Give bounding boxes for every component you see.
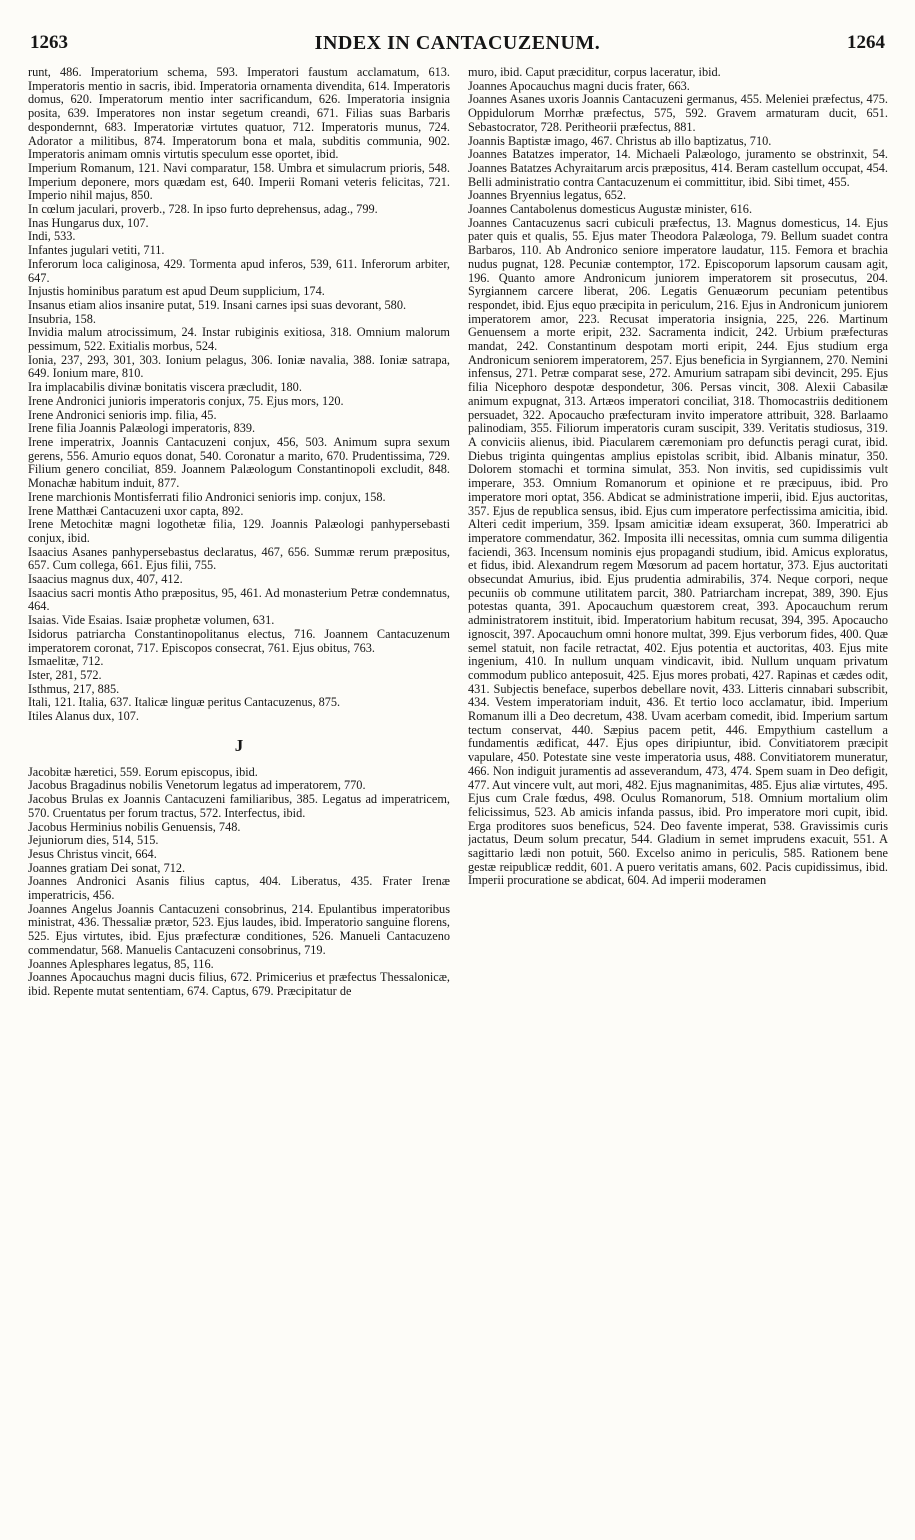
index-entry: Joannes Batatzes imperator, 14. Michaeli Palæologo, juramento se obstrinxit, 54. Joannes Batatzes Achyraitarum arcis præpositus, 414. Beram castellum occupat, 454. Belli administratio contra Cantacuzenum ei committitur, ibid. Sibi timet, 455. [468,147,888,189]
index-entry: Isaacius Asanes panhypersebastus declaratus, 467, 656. Summæ rerum præpositus, 657. Cum collega, 661. Ejus filii, 755. [28,544,450,573]
left-column [28,66,450,1514]
index-entry: Injustis hominibus paratum est apud Deum supplicium, 174. [28,284,325,299]
index-entry: Indi, 533. [28,229,76,244]
index-entry: Joannes Aplesphares legatus, 85, 116. [28,956,214,971]
index-entry: Irene Matthæi Cantacuzeni uxor capta, 892. [28,503,244,518]
running-header [30,32,885,60]
index-entry: Ira implacabilis divinæ bonitatis viscera præcludit, 180. [28,380,302,395]
index-entry: Joannis Baptistæ imago, 467. Christus ab illo baptizatus, 710. [468,133,772,148]
index-entry: Isthmus, 217, 885. [28,681,120,696]
index-entry: Irene Andronici junioris imperatoris conjux, 75. Ejus mors, 120. [28,393,344,408]
index-entry: runt, 486. Imperatorium schema, 593. Imperatori faustum acclamatum, 613. Imperatoris mentio in sacris, ibid. Imperatoria ornamenta divendita, 614. Imperatoris domus, 620. Imperatorum mentio inter sacrificandum, 626. Imperatoria insignia posita, 639. Imperatores non instar segetum creandi, 671. Filias suas Barbaris despondernnt, 683. Imperatoriæ virtutes quatuor, 712. Imperatoris munus, 724. Adorator a militibus, 874. Imperatorum bona et mala, subditis communia, 902. Imperatoris animam omnis virtutis speculum esse oportet, ibid. [28,66,450,162]
index-entry: Irene imperatrix, Joannis Cantacuzeni conjux, 456, 503. Animum supra sexum gerens, 556. Amurio equos donat, 540. Coronatur a marito, 670. Prudentissima, 729. Filium genero conciliat, 859. Joannem Palæologum Constantinopoli excludit, 848. Monachæ habitum induit, 877. [28,434,450,491]
index-entry: Ister, 281, 572. [28,667,102,682]
index-entry: Joannes Asanes uxoris Joannis Cantacuzeni germanus, 455. Meleniei præfectus, 475. Oppidulorum Morrhæ præfectus, 575, 592. Gravem armaturam ducit, 651. Sebastocrator, 728. Peritheorii præfectus, 881. [468,92,888,134]
index-entry: Isaacius magnus dux, 407, 412. [28,572,183,587]
index-entry: Ismaelitæ, 712. [28,654,104,669]
index-entry: Jacobus Bragadinus nobilis Venetorum legatus ad imperatorem, 770. [28,778,366,793]
index-entry: Irene Metochitæ magni logothetæ filia, 129. Joannis Palæologi panhypersebasti conjux, ibid. [28,517,450,545]
letter-heading-j: J [234,735,244,755]
index-entry: Insubria, 158. [28,311,96,326]
index-entry: Insanus etiam alios insanire putat, 519. Insani carnes ipsi suas devorant, 580. [28,297,407,312]
index-entry: Invidia malum atrocissimum, 24. Instar rubiginis exitiosa, 318. Omnium malorum pessimum, 522. Exitialis morbus, 524. [28,325,450,354]
index-entry: Jejuniorum dies, 514, 515. [28,833,159,848]
index-entry: Jacobus Herminius nobilis Genuensis, 748. [28,819,241,834]
index-entry: Infantes jugulari vetiti, 711. [28,243,165,258]
index-entry: Ionia, 237, 293, 301, 303. Ionium pelagus, 306. Ioniæ navalia, 388. Ioniæ satrapa, 649. Ionium mare, 810. [28,352,450,381]
index-entry: Joannes Andronici Asanis filius captus, 404. Liberatus, 435. Frater Irenæ imperatricis, 456. [28,874,450,903]
index-entry: Jacobus Brulas ex Joannis Cantacuzeni familiaribus, 385. Legatus ad imperatricem, 570. Cruentatus per forum tractus, 572. Interfectus, ibid. [28,792,450,820]
index-entry: Joannes Cantabolenus domesticus Augustæ minister, 616. [468,202,753,217]
index-entry: Joannes Bryennius legatus, 652. [468,188,627,203]
index-entry: Isidorus patriarcha Constantinopolitanus electus, 716. Joannem Cantacuzenum imperatorem coronat, 717. Episcopos consecrat, 761. Ejus obitus, 763. [28,626,450,655]
index-entries-i [28,66,450,724]
index-entry: Joannes Apocauchus magni ducis filius, 672. Primicerius et præfectus Thessalonicæ, ibid. Repente mutat sententiam, 674. Captus, 679. Præcipitatur de [28,970,450,998]
index-entry: Joannes Angelus Joannis Cantacuzeni consobrinus, 214. Epulantibus imperatoribus ministrat, 436. Thessaliæ prætor, 523. Ejus laudes, ibid. Imperatorio sanguine florens, 525. Ejus virtutes, ibid. Ejus præfecturæ conditiones, 526. Manueli Cantacuzeno commendatur, 568. Manuelis Cantacuzeni consobrinus, 719. [28,901,450,957]
index-entry: In cœlum jaculari, proverb., 728. In ipso furto deprehensus, adag., 799. [28,202,378,217]
index-entry: Joannes Apocauchus magni ducis frater, 663. [468,78,690,93]
index-entries-j [28,766,450,999]
index-entries-right [468,66,888,888]
index-entry: Imperium Romanum, 121. Navi comparatur, 158. Umbra et simulacrum prioris, 548. Imperium deponere, mors quædam est, 640. Imperii Romani veteris felicitas, 721. Imperio nihil majus, 850. [28,160,450,203]
page-number-left: 1263 [30,32,68,53]
index-entry: Irene marchionis Montisferrati filio Andronici senioris imp. conjux, 158. [28,489,386,504]
index-entry: Irene filia Joannis Palæologi imperatoris, 839. [28,421,256,436]
index-entry: Isaacius sacri montis Atho præpositus, 95, 461. Ad monasterium Petræ condemnatus, 464. [28,585,450,614]
index-entry: Inferorum loca caliginosa, 429. Tormenta apud inferos, 539, 611. Inferorum arbiter, 647. [28,256,450,285]
index-entry: Itali, 121. Italia, 637. Italicæ linguæ peritus Cantacuzenus, 875. [28,695,341,710]
index-entry: Jesus Christus vincit, 664. [28,846,157,861]
index-entry: Inas Hungarus dux, 107. [28,215,149,230]
index-entry: Irene Andronici senioris imp. filia, 45. [28,407,217,422]
page-number-right: 1264 [847,32,885,53]
index-entry: Isaias. Vide Esaias. Isaiæ prophetæ volumen, 631. [28,613,275,628]
index-entry: Joannes gratiam Dei sonat, 712. [28,860,186,875]
right-column [468,66,888,1514]
index-entry: Joannes Cantacuzenus sacri cubiculi præfectus, 13. Magnus domesticus, 14. Ejus pater quis et qualis, 55. Ejus mater Theodora Palæologa, 79. Bellum suadet contra Barbaros, 110. Ab Andronico seniore imperatore laudatur, 115. Femora et brachia nudus pugnat, 128. Pecuniæ contemptor, 172. Episcoporum lapsorum causam agit, 196. Quanto amore Andronicum juniorem imperatorem sit prosecutus, 204. Syrgiannem carcere liberat, 206. Legatis Genuæorum pecuniam petentibus respondet, ibid. Ejus equo præcipita in periculum, 216. Ejus in Andronicum juniorem imperatorem amor, 223. Recusat imperatoria insignia, 225, 226. Martinum Genuensem a morte eripit, 232. Sacramenta indicit, 242. Urbium præfecturas mandat, 242. Constantinum despotam morti eripit, 244. Ejus studium erga Andronicum seniorem imperatorem, 257. Ejus beneficia in Syrgiannem, 270. Nemini infensus, 271. Petræ comparat sese, 272. Amurium satrapam sibi devincit, 295. Ejus filia Nicephoro despotæ despondetur, 306. Persas vincit, 308. Alexii Cabasilæ animum expugnat, 313. Artæos imperatori conciliat, 318. Thomocastriis deditionem persuadet, 322. Apocaucho præfecturam invito imperatore attribuit, 328. Barlaamo palinodiam, 355. Filiorum imperatoris curam suscipit, 339. Veritatis studiosus, 319. A conviciis alienus, ibid. Piacularem cæremoniam pro defunctis peragi curat, ibid. Diebus triginta quingentas amplius epistolas scribit, ibid. Albanis minatur, 350. Dolorem stomachi et tormina simulat, 353. Non invitis, sed cupidissimis vult imperare, 353. Omnium Romanorum et opinione et re præcipuus, ibid. Pro imperatore mori optat, 356. Abdicat se administratione imperii, ibid. Ejus auctoritas, 357. Ejus de republica sensus, ibid. Ejus cum imperatore perfectissima amicitia, ibid. Alteri cedit imperium, 359. Ipsam amicitiæ ideam exsuperat, 360. Imperatrici ab imperatore commendatur, 362. Imposita illi necessitas, omnia cum summa diligentia faciendi, 363. Incensum nominis ejus propagandi studium, ibid. Amicus exploratus, et fidus, ibid. Alexandrum regem Mœsorum ad pacem hortatur, 373. Ejus auctoritati obsecundat Amurius, ibid. Ejus prudentia admirabilis, 374. Neque corpori, neque pecuniis ob commune utilitatem parcit, 380. Patriarcham increpat, 389, 390. Ejus potestas quanta, 391. Apocauchum quæstorem creat, 393. Apocauchum rerum administratorem instituit, ibid. Imperatorium habitum recusat, 394, 395. Apocaucho ignoscit, 397. Apocauchum omni honore multat, 399. Ejus verborum fides, 400. Quæ semel statuit, non facile retractat, 402. Ejus potentia et auctoritas, 403. Ejus mite ingenium, 410. In nullum unquam vindicavit, ibid. Nullum unquam privatum commodum publico anteposuit, 425. Ejus mores probati, 427. Rapinas et cædes odit, 431. Subjectis beneface, superbos debellare novit, 433. Litteris cinnabari subscribit, 434. Vestem imperatoriam induit, 436. Et tertio loco acclamatur, ibid. Imperium Romanum illi a Deo decretum, 438. Uvam acerbam comedit, ibid. Imperium sartum tectum conservat, 440. Sæpius pacem petit, 446. Empythium castellum a fundamentis ædificat, 447. Ejus opes diripiuntur, ibid. Convitiatorem præcipit vapulare, 450. Potestate sine veste imperatoria usus, 488. Convitiatorem muneratur, 466. Non indiguit juramentis ad asseverandum, 473, 474. Spem suam in Deo defigit, 477. Aut vincere vult, aut mori, 482. Ejus magnanimitas, 485. Ejus aliæ virtutes, 495. Ejus cum Crale fœdus, 498. Oculus Romanorum, 518. Omnium mortalium olim felicissimus, 523. Ab amicis infanda passus, ibid. Pro imperatore mori cupit, ibid. Erga proditores suos beneficus, 524. Deo favente imperat, 538. Gravissimis curis jactatus, Deum solum precatur, 544. Gladium in semet imprudens exacuit, 551. A sagittario lædi non potuit, 560. Excelso animo in periculis, 585. Rationem bene gestæ reipublicæ reddit, 601. A puero veritatis amans, 602. Pacis cupidissimus, ibid. Imperii procuratione se abdicat, 604. Ad imperii moderamen [468,215,888,888]
index-entry: muro, ibid. Caput præciditur, corpus laceratur, ibid. [468,66,721,79]
index-entry: Itiles Alanus dux, 107. [28,709,140,724]
page-title: INDEX IN CANTACUZENUM. [314,32,601,54]
index-entry: Jacobitæ hæretici, 559. Eorum episcopus, ibid. [28,764,258,779]
